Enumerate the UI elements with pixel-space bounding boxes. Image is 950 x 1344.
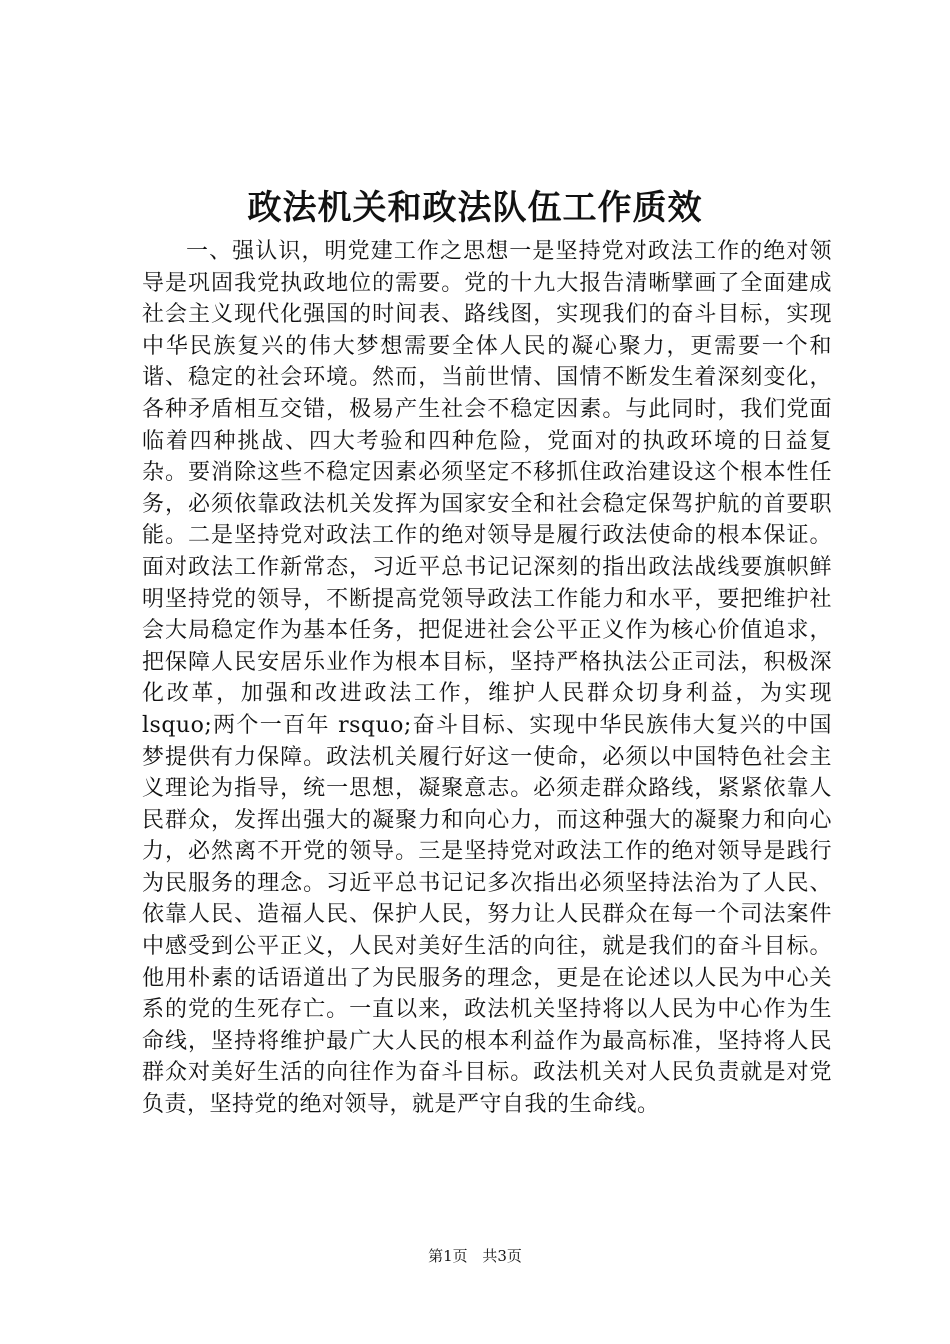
page-total: 共3页	[482, 1247, 522, 1265]
document-title: 政法机关和政法队伍工作质效	[247, 188, 703, 228]
page-number: 第1页	[428, 1247, 468, 1265]
document-body	[142, 236, 832, 1121]
page-footer	[0, 1245, 950, 1267]
body-paragraph: 一、强认识，明党建工作之思想一是坚持党对政法工作的绝对领导是巩固我党执政地位的需要。党的十九大报告清晰擘画了全面建成社会主义现代化强国的时间表、路线图，实现我们的奋斗目标，实现中华民族复兴的伟大梦想需要全体人民的凝心聚力，更需要一个和谐、稳定的社会环境。然而，当前世情、国情不断发生着深刻变化，各种矛盾相互交错，极易产生社会不稳定因素。与此同时，我们党面临着四种挑战、四大考验和四种危险，党面对的执政环境的日益复杂。要消除这些不稳定因素必须坚定不移抓住政治建设这个根本性任务，必须依靠政法机关发挥为国家安全和社会稳定保驾护航的首要职能。二是坚持党对政法工作的绝对领导是履行政法使命的根本保证。面对政法工作新常态，习近平总书记记深刻的指出政法战线要旗帜鲜明坚持党的领导，不断提高党领导政法工作能力和水平，要把维护社会大局稳定作为基本任务，把促进社会公平正义作为核心价值追求，把保障人民安居乐业作为根本目标，坚持严格执法公正司法，积极深化改革，加强和改进政法工作，维护人民群众切身利益，为实现 lsquo;两个一百年 rsquo;奋斗目标、实现中华民族伟大复兴的中国梦提供有力保障。政法机关履行好这一使命，必须以中国特色社会主义理论为指导，统一思想，凝聚意志。必须走群众路线，紧紧依靠人民群众，发挥出强大的凝聚力和向心力，而这种强大的凝聚力和向心力，必然离不开党的领导。三是坚持党对政法工作的绝对领导是践行为民服务的理念。习近平总书记记多次指出必须坚持法治为了人民、依靠人民、造福人民、保护人民，努力让人民群众在每一个司法案件中感受到公平正义，人民对美好生活的向往，就是我们的奋斗目标。他用朴素的话语道出了为民服务的理念，更是在论述以人民为中心关系的党的生死存亡。一直以来，政法机关坚持将以人民为中心作为生命线，坚持将维护最广大人民的根本利益作为最高标准，坚持将人民群众对美好生活的向往作为奋斗目标。政法机关对人民负责就是对党负责，坚持党的绝对领导，就是严守自我的生命线。	[142, 239, 832, 1118]
